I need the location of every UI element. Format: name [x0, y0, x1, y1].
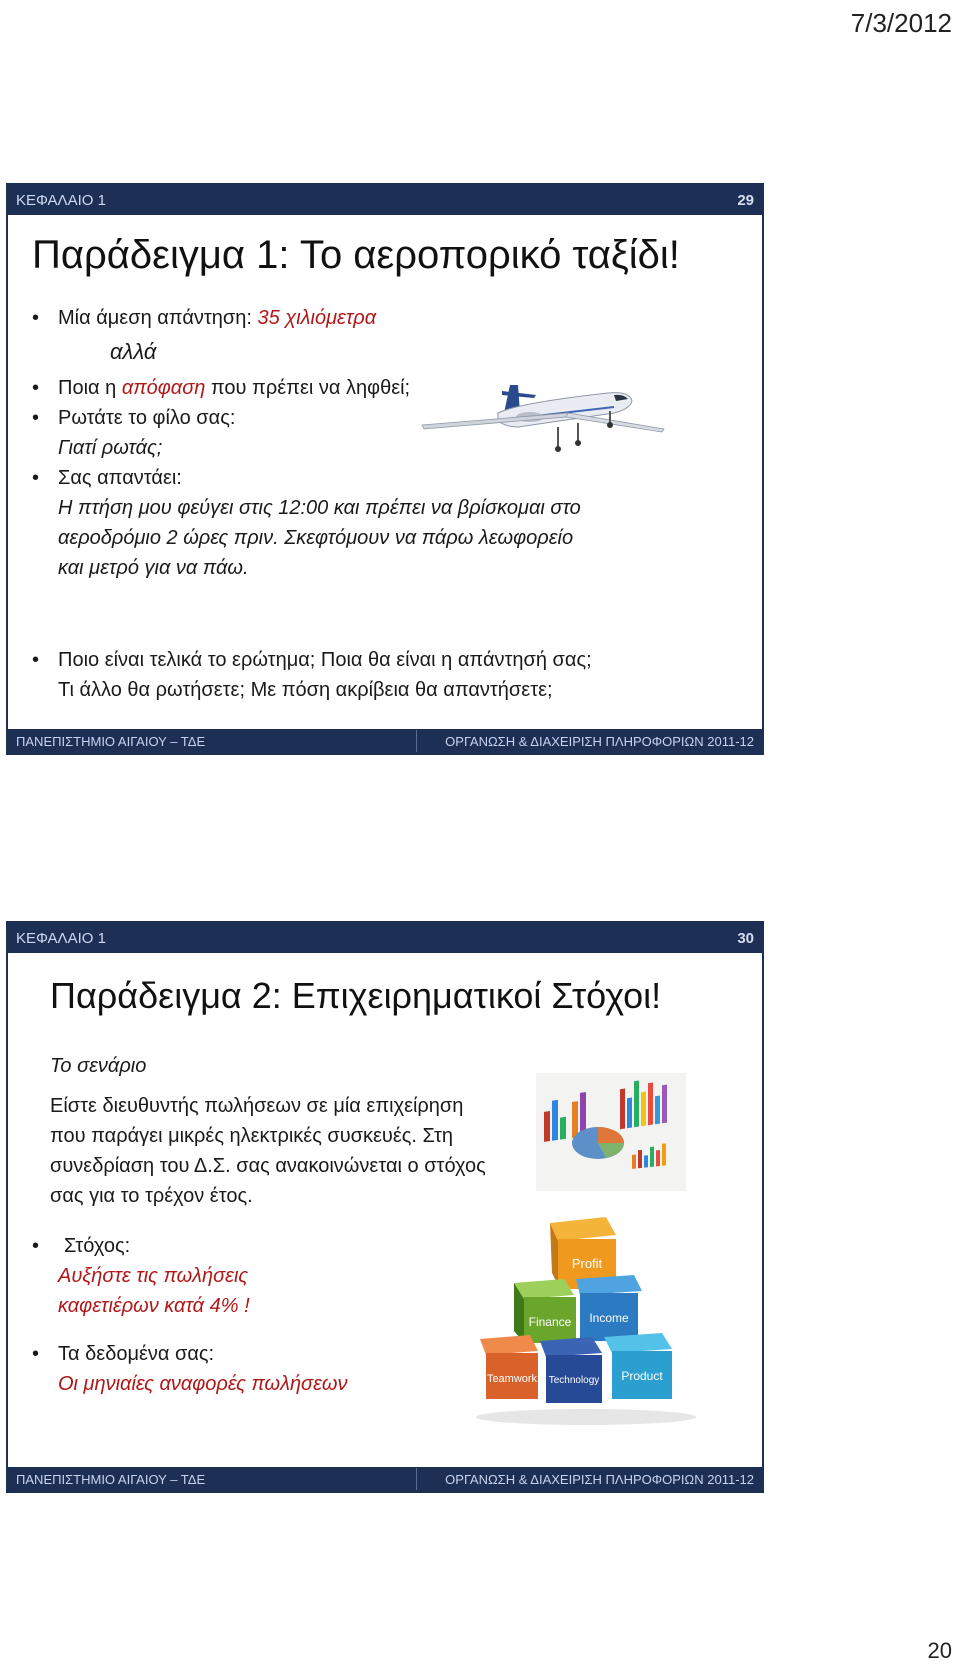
goal-label: Στόχος:: [64, 1235, 131, 1257]
footer-university: ΠΑΝΕΠΙΣΤΗΜΙΟ ΑΙΓΑΙΟΥ – ΤΔΕ: [16, 1471, 206, 1487]
bullet-final-question: [22, 645, 742, 705]
cube-label: Profit: [571, 1256, 603, 1271]
friend-quote-2: αεροδρόμιο 2 ώρες πριν. Σκεφτόμουν να πάρω λεωφορείο: [58, 527, 574, 549]
bullet-text: Τι άλλο θα ρωτήσετε; Με πόση ακρίβεια θα απαντήσετε;: [58, 679, 553, 701]
page-date: 7/3/2012: [850, 8, 952, 38]
bullet-text: που πρέπει να ληφθεί;: [205, 377, 411, 399]
slide-footer: [8, 729, 762, 753]
description-line: σας για το τρέχον έτος.: [50, 1185, 253, 1207]
cube-product: [604, 1333, 672, 1399]
slide-footer: [8, 1467, 762, 1491]
bullet-text: Ποιο είναι τελικά το ερώτημα; Ποια θα είναι η απάντησή σας;: [58, 649, 592, 671]
cube-finance: [514, 1279, 576, 1343]
question-list: [22, 645, 742, 705]
bullet-text: Ρωτάτε το φίλο σας:: [58, 407, 236, 429]
footer-course: ΟΡΓΑΝΩΣΗ & ΔΙΑΧΕΙΡΙΣΗ ΠΛΗΡΟΦΟΡΙΩΝ 2011-12: [445, 733, 754, 749]
chapter-label: ΚΕΦΑΛΑΙΟ 1: [16, 929, 106, 947]
page-number: 20: [927, 1638, 952, 1663]
decision-word: απόφαση: [121, 377, 206, 399]
bullet-data: [22, 1339, 442, 1399]
bullet-text: Ποια η: [58, 377, 122, 399]
scenario-description: [50, 1091, 530, 1211]
slide-header: [8, 923, 762, 953]
but-word: αλλά: [110, 339, 157, 364]
slide-30: [6, 921, 764, 1493]
why-question: Γιατί ρωτάς;: [58, 437, 163, 459]
footer-university: ΠΑΝΕΠΙΣΤΗΜΙΟ ΑΙΓΑΙΟΥ – ΤΔΕ: [16, 733, 206, 749]
chapter-label: ΚΕΦΑΛΑΙΟ 1: [16, 191, 106, 209]
bullet-text: Σας απαντάει:: [58, 467, 182, 489]
footer-course: ΟΡΓΑΝΩΣΗ & ΔΙΑΧΕΙΡΙΣΗ ΠΛΗΡΟΦΟΡΙΩΝ 2011-12: [445, 1471, 754, 1487]
friend-quote-3: και μετρό για να πάω.: [58, 557, 249, 579]
data-value: Οι μηνιαίες αναφορές πωλήσεων: [58, 1373, 348, 1395]
cube-label: Finance: [528, 1315, 572, 1329]
data-label: Τα δεδομένα σας:: [58, 1343, 215, 1365]
cube-teamwork: [480, 1335, 538, 1399]
cube-label: Teamwork: [486, 1373, 538, 1385]
business-cubes-image: [474, 1213, 704, 1431]
airplane-image: [418, 383, 668, 483]
slide-29: [6, 183, 764, 755]
bullet-text: Μία άμεση απάντηση:: [58, 307, 258, 329]
slide-number: 29: [737, 191, 754, 209]
goals-list: [22, 1231, 442, 1417]
bullet-goal: [22, 1231, 442, 1321]
scenario-label: Το σενάριο: [50, 1055, 147, 1077]
cube-label: Product: [621, 1369, 663, 1383]
description-line: που παράγει μικρές ηλεκτρικές συσκευές. Στη: [50, 1125, 453, 1147]
slide-title: Παράδειγμα 2: Επιχειρηματικοί Στόχοι!: [50, 975, 662, 1016]
bullet-direct-answer: [22, 303, 742, 333]
slide-title: Παράδειγμα 1: Το αεροπορικό ταξίδι!: [32, 233, 680, 277]
friend-quote-1: Η πτήση μου φεύγει στις 12:00 και πρέπει να βρίσκομαι στο: [58, 497, 581, 519]
goal-line-1: Αυξήστε τις πωλήσεις: [58, 1265, 249, 1287]
sales-chart-image: [536, 1073, 686, 1191]
description-line: Είστε διευθυντής πωλήσεων σε μία επιχείρηση: [50, 1095, 464, 1117]
description-line: συνεδρίαση του Δ.Σ. σας ανακοινώνεται ο στόχος: [50, 1155, 486, 1177]
answer-distance: 35 χιλιόμετρα: [257, 307, 377, 329]
slide-header: [8, 185, 762, 215]
cube-technology: [540, 1337, 602, 1403]
cube-income: [576, 1275, 642, 1341]
slide-number: 30: [737, 929, 754, 947]
goal-line-2: καφετιέρων κατά 4% !: [58, 1295, 250, 1317]
cube-label: Income: [589, 1311, 629, 1325]
cube-label: Technology: [548, 1375, 600, 1386]
